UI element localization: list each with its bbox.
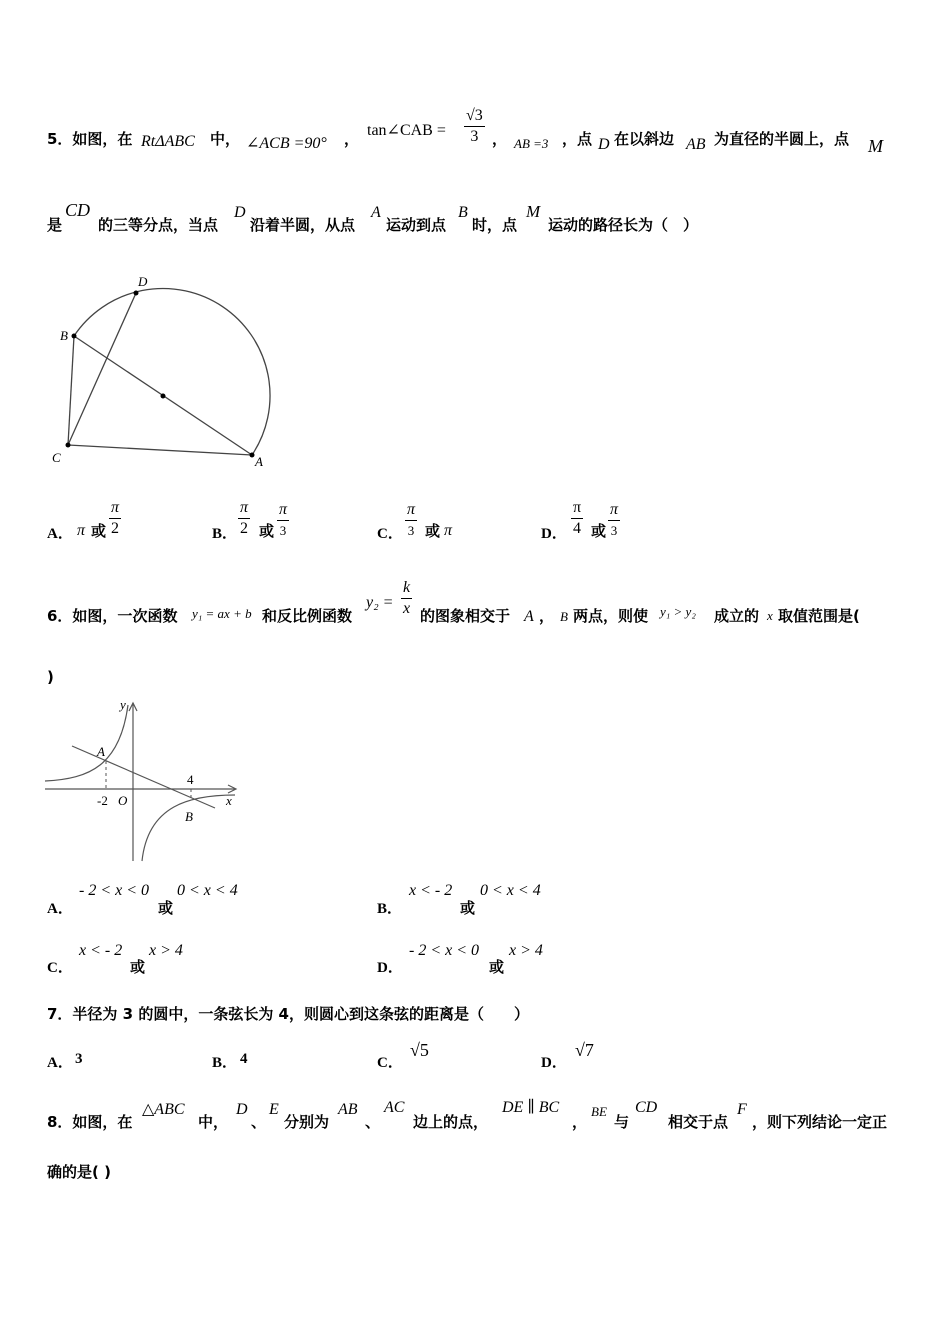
q5-option-a-or: 或 [91, 522, 107, 540]
q6-option-a-part2: 0 < x < 4 [177, 882, 238, 899]
q7-option-b-label[interactable]: B． [212, 1055, 238, 1071]
q5-fig-label-D: D [138, 274, 148, 289]
q6-option-b-label[interactable]: B． [377, 901, 403, 917]
q5-text: 是 [47, 216, 63, 234]
q5-text: 沿着半圆，从点 [250, 216, 356, 234]
q5-option-c-num: π [405, 500, 417, 521]
q7-option-a-value: 3 [75, 1051, 83, 1067]
q7-option-d-value: √7 [575, 1040, 594, 1060]
q6-fig-label-y: y [120, 697, 126, 712]
q7-option-d-label[interactable]: D． [541, 1055, 567, 1071]
q5-option-b-or: 或 [259, 522, 275, 540]
q5-fig-label-C: C [52, 450, 61, 465]
q6-y1: y₁ = ax + b [192, 606, 252, 621]
q5-D2: D [234, 204, 246, 221]
q8-AC: AC [384, 1099, 405, 1116]
q5-text: 的三等分点，当点 [98, 216, 219, 234]
q5-option-a-pi: π [77, 522, 86, 539]
q6-inequality: y₁ > y₂ [660, 604, 696, 619]
q5-option-c-label[interactable]: C． [377, 526, 403, 542]
q6-option-d-part2: x > 4 [509, 942, 543, 959]
q8-text-line2: 确的是( ) [47, 1163, 111, 1181]
q5-option-d-den2: 3 [610, 523, 618, 538]
q8-text: 与 [614, 1113, 630, 1131]
q8-D: D [236, 1101, 248, 1118]
q5-text: 中， [210, 130, 241, 148]
q8-E: E [269, 1101, 279, 1118]
q6-option-b-or: 或 [460, 899, 476, 917]
q6-fraction [401, 578, 412, 619]
q8-text: 分别为 [284, 1113, 330, 1131]
q5-text: 在以斜边 [614, 130, 675, 148]
q5-option-b-den2: 3 [279, 523, 287, 538]
q8-CD: CD [635, 1099, 658, 1116]
q5-fig-label-B: B [60, 328, 68, 343]
q8-text: ， [572, 1113, 588, 1131]
q5-AB: AB [686, 136, 706, 153]
q6-close-paren: ) [47, 668, 54, 686]
q5-tan: tan∠CAB = [367, 122, 446, 139]
q5-option-b-den1: 2 [240, 520, 248, 537]
q7-option-a-label[interactable]: A． [47, 1055, 73, 1071]
q7-option-c-label[interactable]: C． [377, 1055, 403, 1071]
q6-number: 6．如图，一次函数 [47, 607, 178, 625]
q8-triangle: △ABC [142, 1101, 185, 1118]
q5-text: 运动到点 [386, 216, 447, 234]
q5-option-b-label[interactable]: B． [212, 526, 238, 542]
q8-parallel: DE ∥ BC [502, 1099, 560, 1116]
q6-graph-figure [40, 695, 250, 865]
q5-sqrt3: √3 [464, 106, 485, 127]
q6-option-a-label[interactable]: A． [47, 901, 73, 917]
q5-tan-fraction [464, 106, 485, 147]
q6-text: ， [539, 607, 555, 625]
q5-text: 运动的路径长为（ ） [548, 216, 699, 234]
q6-option-d-label[interactable]: D． [377, 960, 403, 976]
q8-text: 、 [365, 1113, 381, 1131]
q5-option-d-num2: π [608, 500, 620, 521]
q6-option-a-or: 或 [158, 899, 174, 917]
q5-three: 3 [470, 128, 479, 145]
q8-F: F [737, 1101, 747, 1118]
q5-option-a-den: 2 [111, 520, 119, 537]
q6-fig-label-B: B [185, 809, 193, 824]
q5-ab-eq: AB =3 [514, 136, 549, 151]
q6-option-b-part1: x < - 2 [409, 882, 453, 899]
q5-option-c-fraction [405, 500, 417, 541]
q6-fig-label-O: O [118, 793, 128, 808]
q5-option-b-fraction2 [277, 500, 289, 541]
q6-y2: y₂ = [366, 594, 394, 611]
q8-AB: AB [338, 1101, 358, 1118]
q5-text: 为直径的半圆上，点 [714, 130, 850, 148]
q7-text: 7．半径为 3 的圆中，一条弦长为 4，则圆心到这条弦的距离是（ ） [47, 1005, 529, 1023]
q6-option-b-part2: 0 < x < 4 [480, 882, 541, 899]
q5-A: A [371, 204, 381, 221]
q6-text: 两点，则使 [573, 607, 649, 625]
q8-text: ，则下列结论一定正 [752, 1113, 888, 1131]
q6-k: k [401, 578, 412, 599]
q5-option-c-den: 3 [407, 523, 415, 538]
q6-fig-label-A: A [97, 744, 105, 759]
q6-fig-label-4: 4 [187, 772, 194, 787]
q5-option-d-num1: π [571, 498, 583, 519]
q6-B: B [560, 609, 568, 624]
q5-B: B [458, 204, 468, 221]
q8-text: 边上的点， [413, 1113, 489, 1131]
q6-fig-label-x: x [226, 793, 232, 808]
q5-option-d-or: 或 [591, 522, 607, 540]
q5-CD: CD [65, 200, 91, 220]
q6-text: 的图象相交于 [420, 607, 511, 625]
q5-option-d-den1: 4 [573, 520, 582, 537]
q6-A: A [524, 608, 534, 625]
q5-option-a-fraction [109, 498, 121, 539]
q6-option-d-or: 或 [489, 958, 505, 976]
q6-option-c-part1: x < - 2 [79, 942, 123, 959]
q5-comma: ， [344, 130, 360, 148]
q6-xvar: x [767, 608, 773, 623]
q6-option-c-part2: x > 4 [149, 942, 183, 959]
q8-number: 8．如图，在 [47, 1113, 133, 1131]
q8-text: 相交于点 [668, 1113, 729, 1131]
q6-option-c-or: 或 [130, 958, 146, 976]
q5-angle: ∠ACB =90° [246, 135, 327, 152]
q5-rt-triangle: RtΔABC [141, 133, 195, 150]
q5-option-c-pi: π [444, 522, 453, 539]
q5-option-b-num1: π [238, 498, 250, 519]
q5-option-c-or: 或 [425, 522, 441, 540]
q6-text: 和反比例函数 [262, 607, 353, 625]
q7-option-c-value: √5 [410, 1040, 429, 1060]
q8-BE: BE [591, 1104, 607, 1119]
q5-M2: M [526, 202, 541, 221]
q5-M: M [868, 136, 883, 156]
q5-text: 时，点 [472, 216, 518, 234]
q5-number: 5．如图，在 [47, 130, 133, 148]
q6-option-a-part1: - 2 < x < 0 [79, 882, 150, 899]
q6-text: 取值范围是( [778, 607, 860, 625]
q5-option-b-fraction1 [238, 498, 250, 539]
q6-fig-label-minus2: -2 [97, 793, 108, 808]
q7-option-b-value: 4 [240, 1051, 248, 1067]
q5-option-d-fraction2 [608, 500, 620, 541]
q5-option-d-fraction1 [571, 498, 583, 539]
q5-fig-label-A: A [255, 454, 263, 469]
q5-option-a-num: π [109, 498, 121, 519]
q8-text: 、 [251, 1113, 267, 1131]
q5-semicircle-figure [40, 265, 290, 475]
q5-comma2: ， [492, 130, 508, 148]
q6-text: 成立的 [714, 607, 760, 625]
q6-x: x [403, 600, 411, 617]
q5-option-b-num2: π [277, 500, 289, 521]
q5-text: ，点 [562, 130, 593, 148]
q8-text: 中， [198, 1113, 229, 1131]
q6-option-c-label[interactable]: C． [47, 960, 73, 976]
q6-option-d-part1: - 2 < x < 0 [409, 942, 480, 959]
q5-option-d-label[interactable]: D． [541, 526, 567, 542]
q5-D: D [598, 136, 610, 153]
q5-option-a-label[interactable]: A． [47, 526, 73, 542]
